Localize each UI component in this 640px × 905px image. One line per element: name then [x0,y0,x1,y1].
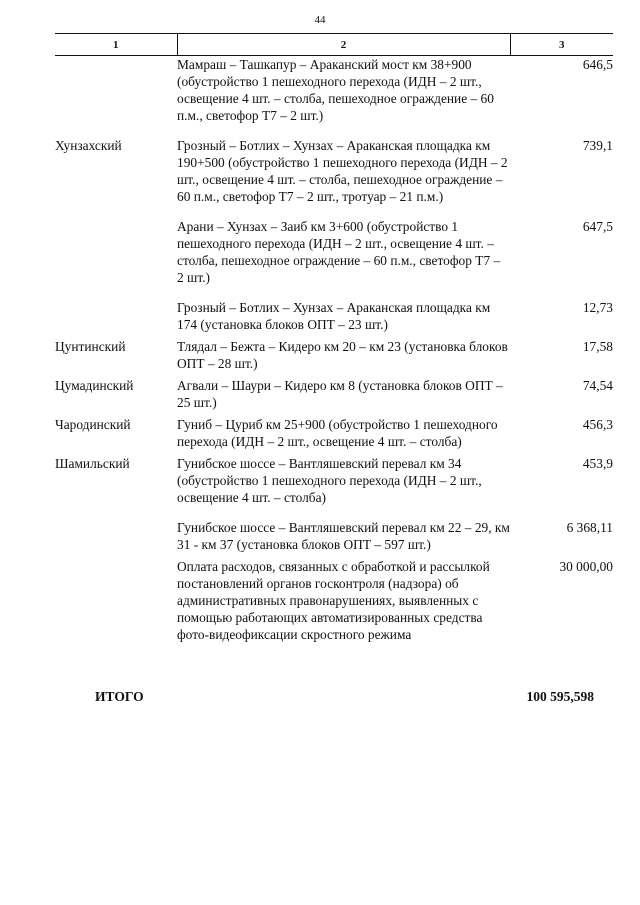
value-cell: 30 000,00 [559,559,613,574]
table-header-row [55,34,613,56]
value-cell: 17,58 [582,339,613,354]
district-cell [55,519,177,553]
total-label: ИТОГО [95,689,144,704]
table-row [55,416,613,450]
district-cell: Цунтинский [55,339,126,354]
value-cell: 456,3 [582,417,613,432]
district-cell: Чародинский [55,417,131,432]
description-cell: Грозный – Ботлих – Хунзах – Араканская площадка км 174 (установка блоков ОПТ – 23 шт.) [177,300,491,332]
district-cell: Цумадинский [55,378,134,393]
description-cell: Оплата расходов, связанных с обработкой и рассылкой постановлений органов госконтроля (надзора) об административных правонарушениях, выявленных с помощью работающих автоматизированных средства фото-видеофиксации скростного режима [177,559,490,642]
row-spacer [55,506,613,519]
district-cell: Хунзахский [55,138,122,153]
table-row [55,299,613,333]
value-cell: 646,5 [582,57,613,72]
district-cell: Шамильский [55,456,130,471]
budget-table [55,33,613,643]
column-header-2: 2 [177,34,510,56]
description-cell: Гунибское шоссе – Вантляшевский перевал км 22 – 29, км 31 - км 37 (установка блоков ОПТ – 597 шт.) [177,520,510,552]
row-spacer [55,286,613,299]
district-cell [55,299,177,333]
table-row [55,137,613,205]
description-cell: Тлядал – Бежта – Кидеро км 20 – км 23 (установка блоков ОПТ – 28 шт.) [177,339,508,371]
column-header-1: 1 [55,34,177,56]
description-cell: Мамраш – Ташкапур – Араканский мост км 38+900 (обустройство 1 пешеходного перехода (ИДН – 2 шт., освещение 4 шт. – столба, пешеходное ограждение – 60 п.м., светофор Т7 – 2 шт.) [177,57,494,123]
value-cell: 647,5 [582,219,613,234]
description-cell: Арани – Хунзах – Заиб км 3+600 (обустройство 1 пешеходного перехода (ИДН – 2 шт., освещение 4 шт. – столба, пешеходное ограждение – 60 п.м., светофор Т7 – 2 шт.) [177,219,501,285]
value-cell: 74,54 [582,378,613,393]
value-cell: 739,1 [582,138,613,153]
district-cell [55,558,177,643]
table-row [55,377,613,411]
table-row [55,218,613,286]
table-row [55,519,613,553]
district-cell [55,218,177,286]
value-cell: 12,73 [582,300,613,315]
page-number: 44 [314,14,326,26]
table-row [55,56,613,125]
value-cell: 453,9 [582,456,613,471]
row-spacer [55,205,613,218]
description-cell: Гунибское шоссе – Вантляшевский перевал км 34 (обустройство 1 пешеходного перехода (ИДН – 2 шт., освещение 4 шт. – столба) [177,456,482,505]
description-cell: Гуниб – Цуриб км 25+900 (обустройство 1 пешеходного перехода (ИДН – 2 шт., освещение 4 шт. – столба) [177,417,498,449]
description-cell: Грозный – Ботлих – Хунзах – Араканская площадка км 190+500 (обустройство 1 пешеходного перехода (ИДН – 2 шт., освещение 4 шт. – столба, пешеходное ограждение – 60 п.м., светофор Т7 – 2 шт., тротуар – 21 п.м.) [177,138,508,204]
table-row [55,455,613,506]
value-cell: 6 368,11 [566,520,613,535]
column-header-3: 3 [510,34,613,56]
description-cell: Агвали – Шаури – Кидеро км 8 (установка блоков ОПТ – 25 шт.) [177,378,503,410]
row-spacer [55,124,613,137]
district-cell [55,56,177,125]
table-row [55,338,613,372]
table-row [55,558,613,643]
total-value: 100 595,598 [526,689,594,704]
